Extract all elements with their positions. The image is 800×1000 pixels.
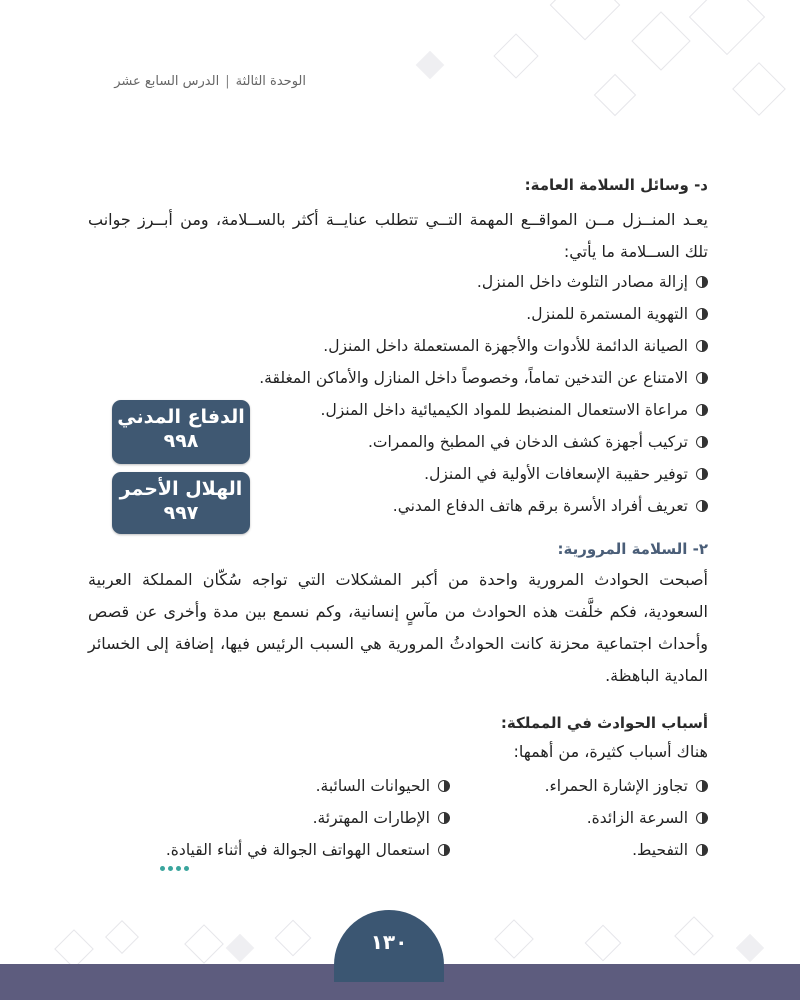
list-item: توفير حقيبة الإسعافات الأولية في المنزل. [259, 458, 708, 490]
half-circle-bullet-icon [696, 780, 708, 792]
page-number [334, 910, 444, 982]
civil-defense-number: ٩٩٨ [163, 430, 199, 452]
traffic-safety-heading: ٢- السلامة المرورية: [557, 540, 708, 558]
half-circle-bullet-icon [696, 276, 708, 288]
list-item: الصيانة الدائمة للأدوات والأجهزة المستعملة داخل المنزل. [259, 330, 708, 362]
lesson-label: الدرس السابع عشر [114, 74, 220, 89]
red-crescent-title: الهلال الأحمر [119, 478, 243, 500]
half-circle-bullet-icon [696, 436, 708, 448]
half-circle-bullet-icon [696, 812, 708, 824]
causes-right-column [545, 770, 708, 866]
half-circle-bullet-icon [696, 340, 708, 352]
list-item: الحيوانات السائبة. [166, 770, 450, 802]
half-circle-bullet-icon [696, 500, 708, 512]
list-item: إزالة مصادر التلوث داخل المنزل. [259, 266, 708, 298]
list-item: تعريف أفراد الأسرة برقم هاتف الدفاع المدني. [259, 490, 708, 522]
section-d-intro: يعـد المنــزل مــن المواقــع المهمة التــي تتطلب عنايــة أكثر بالســلامة، ومن أبــرز جوانب تلك الســلامة ما يأتي: [88, 210, 708, 261]
civil-defense-badge [112, 400, 250, 464]
red-crescent-number: ٩٩٧ [163, 502, 199, 524]
traffic-safety-paragraph: أصبحت الحوادث المرورية واحدة من أكبر المشكلات التي تواجه سُكّان المملكة العربية السعودية، فكم خلَّفت هذه الحوادث من مآسٍ إنسانية، وكم نسمع بين مدة وأخرى عن قصص وأحداث اجتماعية محزنة كانت الحوادثُ المرورية هي السبب الرئيس فيها، إضافة إلى الخسائر المادية الباهظة. [88, 570, 708, 685]
red-crescent-badge [112, 472, 250, 534]
section-d-heading: د- وسائل السلامة العامة: [524, 176, 708, 194]
list-item: الامتناع عن التدخين تماماً، وخصوصاً داخل المنازل والأماكن المغلقة. [259, 362, 708, 394]
half-circle-bullet-icon [696, 468, 708, 480]
safety-means-list [259, 266, 708, 522]
causes-left-column [166, 770, 450, 866]
list-item: استعمال الهواتف الجوالة في أثناء القيادة. [166, 834, 450, 866]
accident-causes-heading: أسباب الحوادث في المملكة: [500, 714, 708, 732]
page-number-label: ١٣٠ [370, 930, 408, 954]
running-header [114, 74, 306, 89]
list-item: تركيب أجهزة كشف الدخان في المطبخ والممرات. [259, 426, 708, 458]
half-circle-bullet-icon [438, 844, 450, 856]
list-item: التفحيط. [545, 834, 708, 866]
list-item: التهوية المستمرة للمنزل. [259, 298, 708, 330]
accident-causes-intro: هناك أسباب كثيرة، من أهمها: [513, 742, 708, 761]
list-item: الإطارات المهترئة. [166, 802, 450, 834]
civil-defense-title: الدفاع المدني [117, 406, 245, 428]
unit-label: الوحدة الثالثة [235, 74, 306, 89]
half-circle-bullet-icon [696, 404, 708, 416]
list-item: تجاوز الإشارة الحمراء. [545, 770, 708, 802]
list-item: مراعاة الاستعمال المنضبط للمواد الكيميائية داخل المنزل. [259, 394, 708, 426]
half-circle-bullet-icon [696, 844, 708, 856]
half-circle-bullet-icon [696, 308, 708, 320]
half-circle-bullet-icon [438, 812, 450, 824]
list-item: السرعة الزائدة. [545, 802, 708, 834]
header-separator: | [225, 74, 230, 89]
highlight-dots [160, 856, 192, 875]
half-circle-bullet-icon [696, 372, 708, 384]
half-circle-bullet-icon [438, 780, 450, 792]
